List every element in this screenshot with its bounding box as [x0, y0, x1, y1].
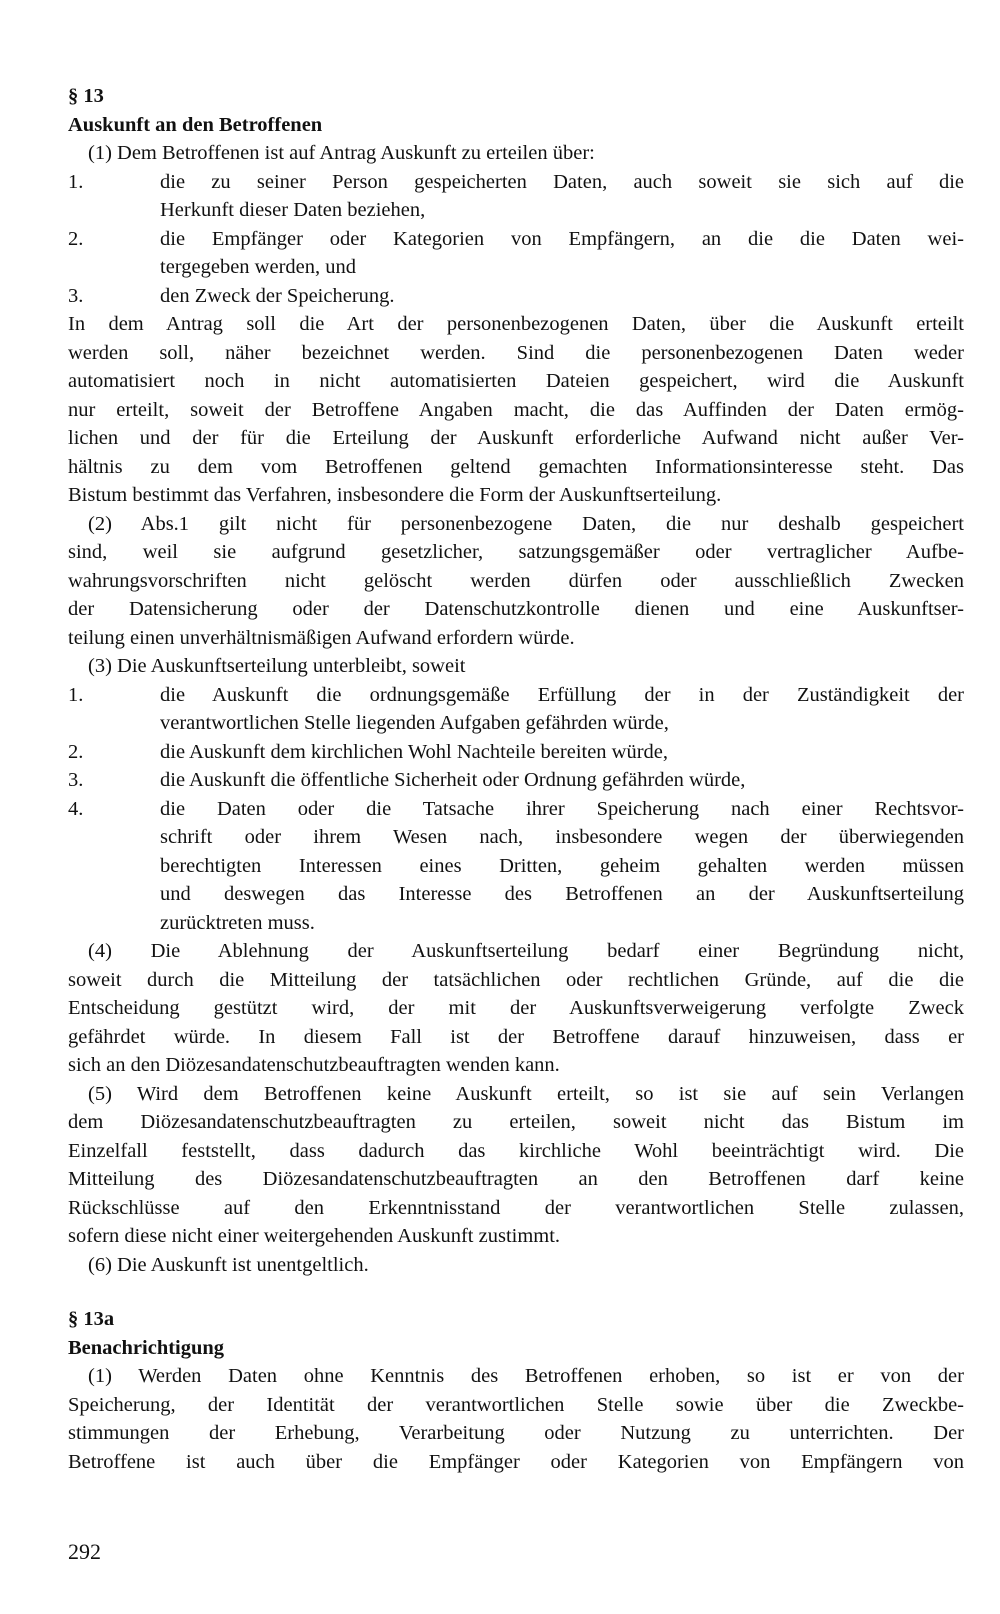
- list-item: [68, 766, 964, 795]
- paragraph-line: stimmungen der Erhebung, Verarbeitung oder Nutzung zu unterrichten. Der: [68, 1422, 964, 1444]
- section-title: Auskunft an den Betroffenen: [68, 113, 323, 136]
- list-continuation: zurücktreten muss.: [160, 911, 315, 934]
- list-number: 1.: [68, 170, 84, 193]
- section-title: Benachrichtigung: [68, 1336, 225, 1359]
- paragraph-line: Rückschlüsse auf den Erkenntnisstand der verantwortlichen Stelle zulassen,: [68, 1196, 964, 1219]
- list-continuation: schrift oder ihrem Wesen nach, insbesondere wegen der überwiegenden: [160, 826, 964, 848]
- paragraph-line: dem Diözesandatenschutzbeauftragten zu erteilen, soweit nicht das Bistum im: [68, 1111, 964, 1133]
- list-continuation: verantwortlichen Stelle liegenden Aufgaben gefährden würde,: [160, 712, 669, 734]
- paragraph-line: (3) Die Auskunftserteilung unterbleibt, soweit: [88, 655, 466, 677]
- paragraph-line: (4) Die Ablehnung der Auskunftserteilung bedarf einer Begründung nicht,: [88, 940, 964, 962]
- section-13a: [68, 1305, 964, 1476]
- paragraph-line: sofern diese nicht einer weitergehenden Auskunft zustimmt.: [68, 1225, 561, 1247]
- list-text: die zu seiner Person gespeicherten Daten, auch soweit sie sich auf die: [160, 170, 964, 193]
- section-13: [68, 82, 964, 1279]
- paragraph-line: Betroffene ist auch über die Empfänger oder Kategorien von Empfängern von: [68, 1450, 964, 1473]
- section-number: § 13: [68, 85, 104, 107]
- paragraph-line: (1) Werden Daten ohne Kenntnis des Betroffenen erhoben, so ist er von der: [88, 1365, 964, 1387]
- paragraph-line: sind, weil sie aufgrund gesetzlicher, satzungsgemäßer oder vertraglicher Aufbe-: [68, 541, 964, 563]
- list-item: [68, 681, 964, 710]
- list-text: die Empfänger oder Kategorien von Empfängern, an die die Daten wei-: [160, 227, 964, 250]
- paragraph-line: (2) Abs.1 gilt nicht für personenbezogene Daten, die nur deshalb gespeichert: [88, 512, 964, 535]
- list-text: die Daten oder die Tatsache ihrer Speicherung nach einer Rechtsvor-: [160, 797, 964, 820]
- paragraph-line: Mitteilung des Diözesandatenschutzbeauftragten an den Betroffenen darf keine: [68, 1168, 964, 1190]
- paragraph-line: (6) Die Auskunft ist unentgeltlich.: [88, 1253, 369, 1276]
- paragraph-line: Bistum bestimmt das Verfahren, insbesondere die Form der Auskunftserteilung.: [68, 484, 722, 506]
- paragraph-line: (5) Wird dem Betroffenen keine Auskunft erteilt, so ist sie auf sein Verlangen: [88, 1082, 964, 1105]
- list-continuation: Herkunft dieser Daten beziehen,: [160, 199, 426, 221]
- paragraph-line: nur erteilt, soweit der Betroffene Angaben macht, die das Auffinden der Daten ermög-: [68, 398, 964, 421]
- paragraph-line: Speicherung, der Identität der verantwortlichen Stelle sowie über die Zweckbe-: [68, 1393, 964, 1416]
- list-number: 4.: [68, 797, 84, 820]
- paragraph-line: In dem Antrag soll die Art der personenbezogenen Daten, über die Auskunft erteilt: [68, 313, 964, 335]
- paragraph-line: (1) Dem Betroffenen ist auf Antrag Auskunft zu erteilen über:: [88, 142, 595, 164]
- section-spacer: [68, 1279, 964, 1305]
- list-number: 3.: [68, 769, 84, 791]
- paragraph-line: hältnis zu dem vom Betroffenen geltend gemachten Informationsinteresse steht. Das: [68, 455, 964, 478]
- paragraph-line: gefährdet würde. In diesem Fall ist der Betroffene darauf hinzuweisen, dass er: [68, 1025, 964, 1048]
- list-continuation: und deswegen das Interesse des Betroffenen an der Auskunftserteilung: [160, 883, 964, 905]
- list-text: den Zweck der Speicherung.: [160, 284, 395, 307]
- list-text: die Auskunft die öffentliche Sicherheit oder Ordnung gefährden würde,: [160, 769, 746, 791]
- list-item: [68, 738, 964, 767]
- list-item: [68, 795, 964, 824]
- paragraph-line: soweit durch die Mitteilung der tatsächlichen oder rechtlichen Gründe, auf die die: [68, 968, 964, 991]
- list-item: [68, 225, 964, 254]
- list-number: 1.: [68, 683, 84, 706]
- list-text: die Auskunft dem kirchlichen Wohl Nachteile bereiten würde,: [160, 740, 669, 763]
- list-number: 3.: [68, 284, 84, 307]
- list-item: [68, 282, 964, 311]
- paragraph-line: teilung einen unverhältnismäßigen Aufwand erfordern würde.: [68, 626, 575, 649]
- paragraph-line: Entscheidung gestützt wird, der mit der Auskunftsverweigerung verfolgte Zweck: [68, 997, 964, 1019]
- list-continuation: berechtigten Interessen eines Dritten, geheim gehalten werden müssen: [160, 854, 964, 877]
- paragraph-line: wahrungsvorschriften nicht gelöscht werden dürfen oder ausschließlich Zwecken: [68, 569, 964, 592]
- list-number: 2.: [68, 740, 84, 763]
- paragraph-line: lichen und der für die Erteilung der Auskunft erforderliche Aufwand nicht außer Ver-: [68, 427, 964, 449]
- list-item: [68, 168, 964, 197]
- list-number: 2.: [68, 227, 84, 250]
- paragraph-line: sich an den Diözesandatenschutzbeauftragten wenden kann.: [68, 1054, 560, 1076]
- list-text: die Auskunft die ordnungsgemäße Erfüllung der in der Zuständigkeit der: [160, 683, 964, 706]
- page-number: 292: [68, 1539, 101, 1564]
- section-number: § 13a: [68, 1308, 115, 1330]
- paragraph-line: der Datensicherung oder der Datenschutzkontrolle dienen und eine Auskunftser-: [68, 598, 964, 620]
- list-continuation: tergegeben werden, und: [160, 256, 357, 278]
- paragraph-line: werden soll, näher bezeichnet werden. Sind die personenbezogenen Daten weder: [68, 341, 964, 364]
- paragraph-line: automatisiert noch in nicht automatisierten Dateien gespeichert, wird die Auskunft: [68, 370, 964, 392]
- paragraph-line: Einzelfall feststellt, dass dadurch das kirchliche Wohl beeinträchtigt wird. Die: [68, 1139, 964, 1162]
